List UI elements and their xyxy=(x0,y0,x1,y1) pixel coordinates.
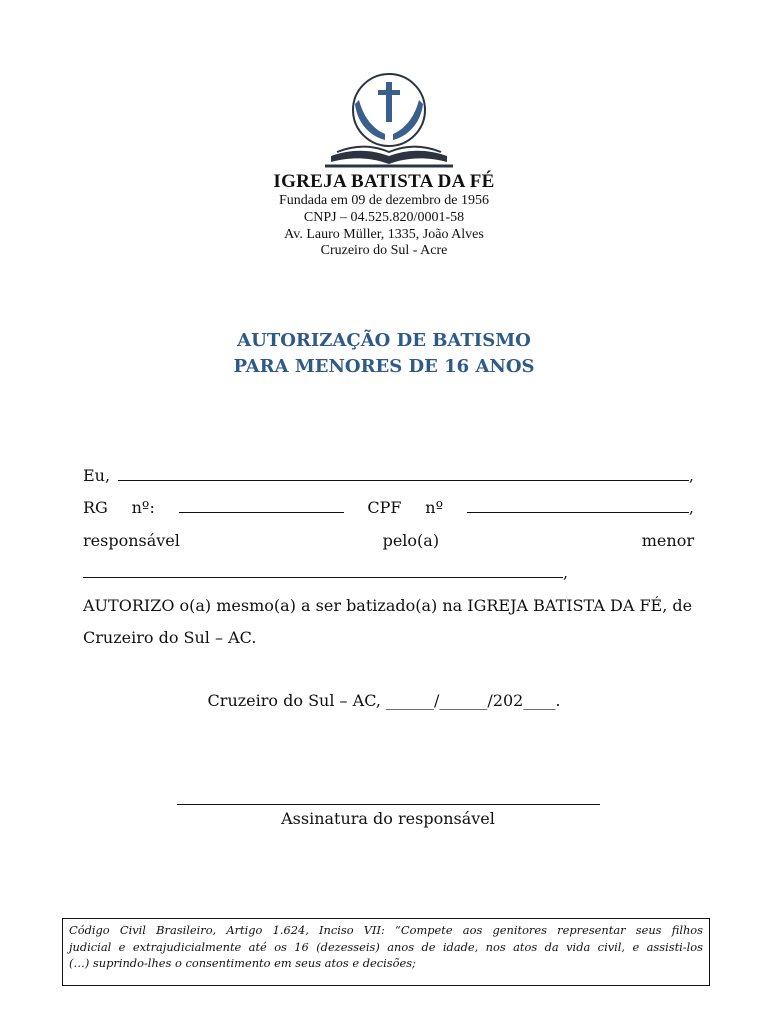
founded-date: Fundada em 09 de dezembro de 1956 xyxy=(279,193,489,208)
rg-no-label: nº: xyxy=(131,498,155,517)
signature-label: Assinatura do responsável xyxy=(281,809,495,828)
responsible-row xyxy=(83,531,694,550)
name-blank[interactable] xyxy=(118,466,689,481)
comma: , xyxy=(688,466,694,485)
date-line: Cruzeiro do Sul – AC, ______/______/202____. xyxy=(207,691,561,710)
legal-note-line1: Código Civil Brasileiro, Artigo 1.624, Inciso VII: “Compete aos genitores representar seus filhos xyxy=(69,923,703,937)
church-name: IGREJA BATISTA DA FÉ xyxy=(273,171,495,192)
cpf-no-label: nº xyxy=(425,498,444,517)
church-logo-icon xyxy=(323,70,455,170)
comma: , xyxy=(563,563,569,582)
eu-label: Eu, xyxy=(83,466,111,485)
cpf-blank[interactable] xyxy=(467,498,689,513)
city: Cruzeiro do Sul - Acre xyxy=(320,243,448,258)
legal-note-box xyxy=(62,918,710,986)
minor-name-blank[interactable] xyxy=(83,563,563,578)
name-row xyxy=(83,466,694,485)
legal-note-line2: judicial e extrajudicialmente até os 16 (dezesseis) anos de idade, nos atos da vida civil, e assisti-los xyxy=(69,939,703,954)
minor-name-row xyxy=(83,563,694,582)
responsavel-label: responsável xyxy=(83,531,180,550)
menor-label: menor xyxy=(641,531,694,550)
cpf-label: CPF xyxy=(367,498,402,517)
authorization-text-line2: Cruzeiro do Sul – AC. xyxy=(83,628,257,647)
document-row xyxy=(83,498,694,517)
rg-label: RG xyxy=(83,498,108,517)
document-title-line1: AUTORIZAÇÃO DE BATISMO xyxy=(237,330,531,351)
signature-line[interactable] xyxy=(177,804,600,805)
document-title-line2: PARA MENORES DE 16 ANOS xyxy=(233,356,535,377)
authorization-text-line1: AUTORIZO o(a) mesmo(a) a ser batizado(a) na IGREJA BATISTA DA FÉ, de xyxy=(83,596,693,615)
cnpj: CNPJ – 04.525.820/0001-58 xyxy=(303,210,465,225)
pelo-label: pelo(a) xyxy=(382,531,440,550)
legal-note-line3: (…) suprindo-lhes o consentimento em seus atos e decisões; xyxy=(69,956,416,970)
comma: , xyxy=(688,498,694,517)
rg-blank[interactable] xyxy=(179,498,344,513)
address: Av. Lauro Müller, 1335, João Alves xyxy=(284,227,484,242)
